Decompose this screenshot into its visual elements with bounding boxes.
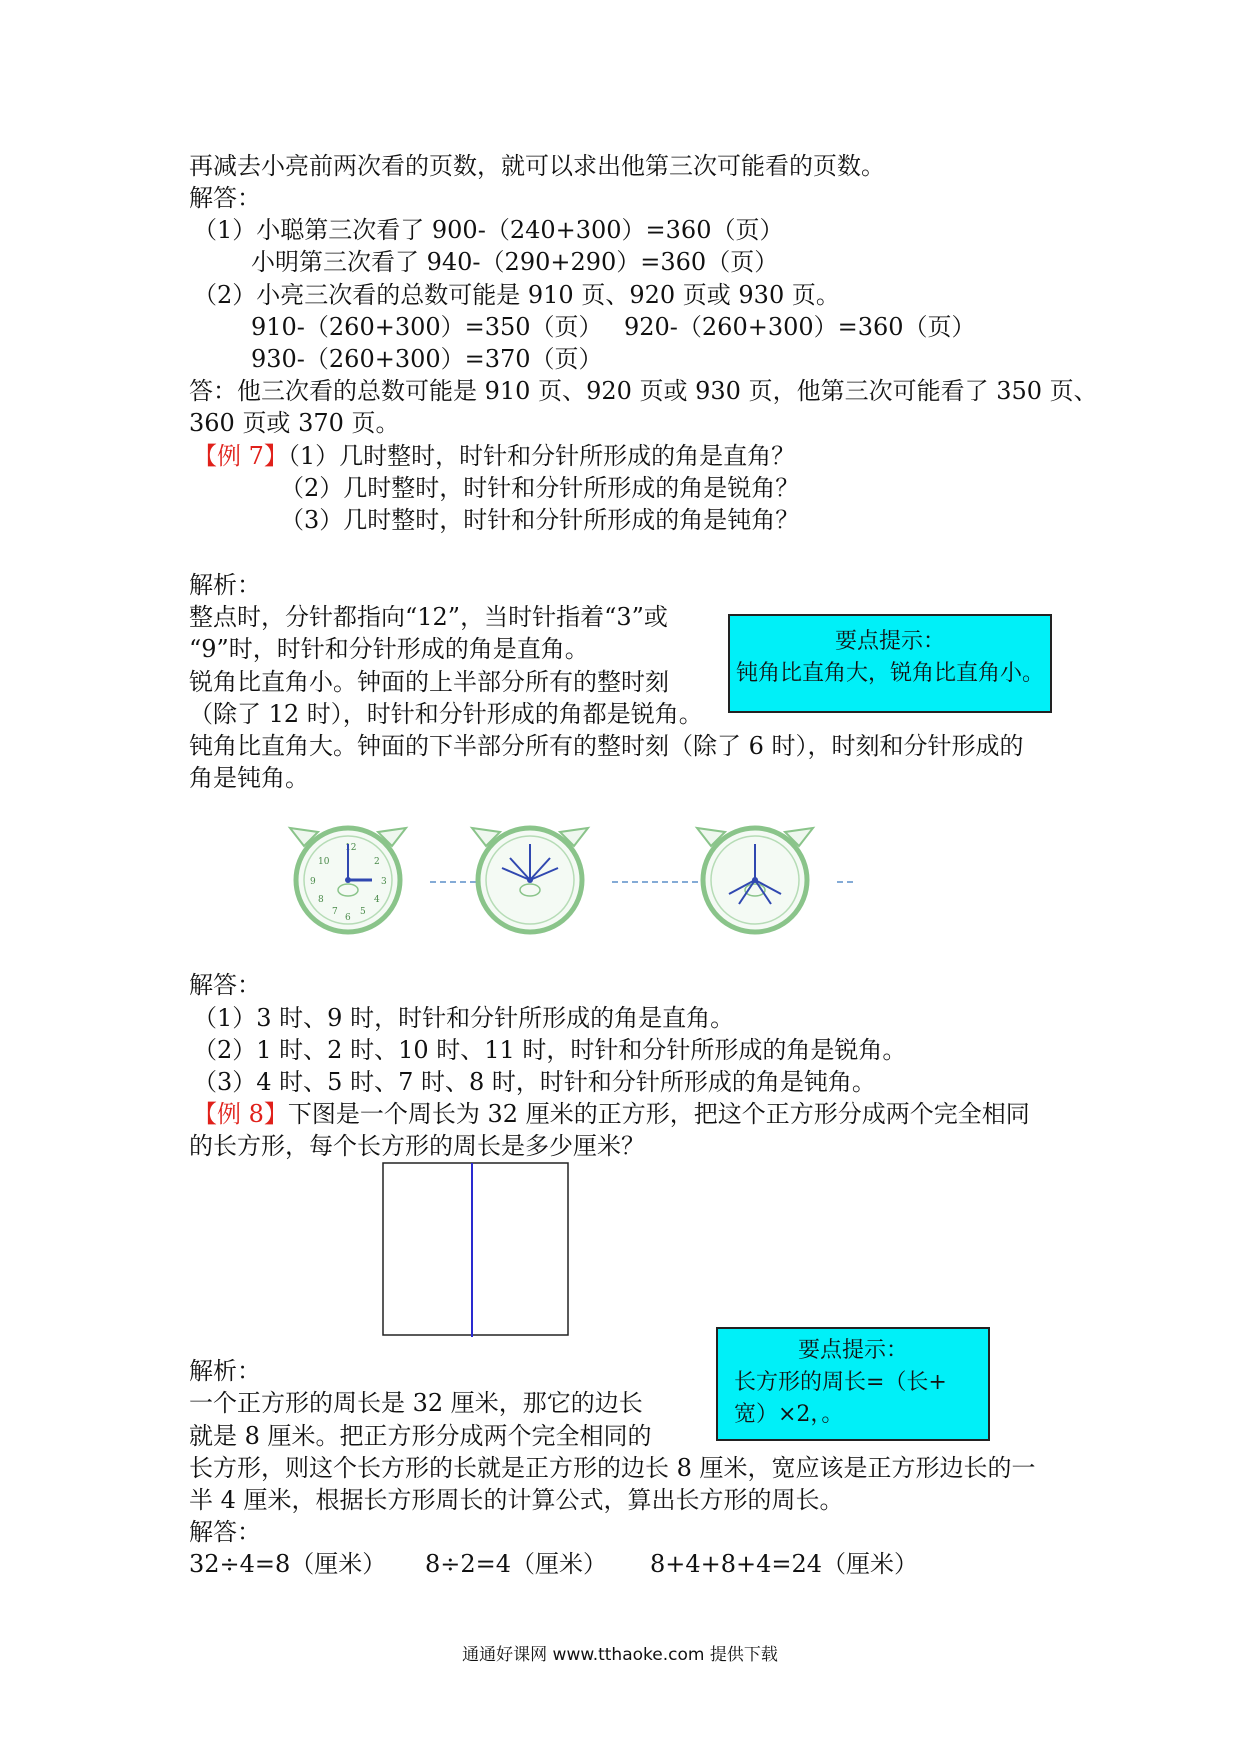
text-line: “9”时，时针和分针形成的角是直角。 — [189, 635, 589, 663]
calc-2: 8÷2=4（厘米） — [425, 1550, 608, 1578]
text-line: 930-（260+300）=370（页） — [251, 345, 603, 373]
text-line: 再减去小亮前两次看的页数，就可以求出他第三次可能看的页数。 — [189, 152, 885, 180]
text-line: 锐角比直角小。钟面的上半部分所有的整时刻 — [189, 668, 669, 696]
square-diagram — [380, 1160, 570, 1340]
tip-box — [716, 1327, 990, 1441]
question-2: （2）几时整时，时针和分针所形成的角是锐角？ — [280, 474, 800, 502]
analysis-label: 解析： — [189, 571, 261, 599]
clock-num-7: 7 — [332, 907, 338, 917]
footer-credit: 通通好课网 www.tthaoke.com 提供下载 — [462, 1645, 778, 1665]
example-8-tag: 【例 8】 — [193, 1100, 288, 1128]
text-line: 长方形，则这个长方形的长就是正方形的边长 8 厘米，宽应该是正方形边长的一 — [189, 1454, 1036, 1482]
example-7-question — [193, 440, 795, 472]
clock-num-2: 2 — [374, 857, 380, 867]
text-line: 一个正方形的周长是 32 厘米，那它的边长 — [189, 1389, 643, 1417]
clock-num-4: 4 — [374, 895, 380, 905]
clock-num-12: 12 — [345, 843, 357, 853]
text-line: 就是 8 厘米。把正方形分成两个完全相同的 — [189, 1422, 652, 1450]
text-line: 920-（260+300）=360（页） — [624, 313, 976, 341]
analysis-label: 解析： — [189, 1357, 261, 1385]
tip-box — [728, 614, 1052, 713]
example-8-question — [193, 1098, 1030, 1130]
text-line: （1）3 时、9 时，时针和分针所形成的角是直角。 — [193, 1004, 735, 1032]
text-line: 整点时，分针都指向“12”，当时针指着“3”或 — [189, 603, 668, 631]
text-line: 360 页或 370 页。 — [189, 409, 400, 437]
calc-1: 32÷4=8（厘米） — [189, 1550, 387, 1578]
text-line: 小明第三次看了 940-（290+290）=360（页） — [251, 248, 779, 276]
clock-center — [345, 877, 351, 883]
question-line: 下图是一个周长为 32 厘米的正方形，把这个正方形分成两个完全相同 — [287, 1100, 1030, 1128]
question-1: （1）几时整时，时针和分针所形成的角是直角？ — [287, 442, 796, 470]
clock-num-10: 10 — [318, 857, 330, 867]
tip-title: 要点提示： — [834, 629, 945, 654]
clock-num-9: 9 — [310, 877, 316, 887]
text-line: 钝角比直角大。钟面的下半部分所有的整时刻（除了 6 时），时刻和分针形成的 — [189, 732, 1024, 760]
calc-3: 8+4+8+4=24（厘米） — [650, 1550, 919, 1578]
text-line: （2）1 时、2 时、10 时、11 时，时针和分针所形成的角是锐角。 — [193, 1036, 907, 1064]
question-line: 的长方形，每个长方形的周长是多少厘米？ — [189, 1132, 645, 1160]
clock-num-8: 8 — [318, 895, 324, 905]
clock-obtuse — [697, 828, 813, 932]
clock-num-6: 6 — [345, 913, 351, 923]
text-line: 半 4 厘米，根据长方形周长的计算公式，算出长方形的周长。 — [189, 1486, 844, 1514]
square-outline — [383, 1163, 568, 1335]
tip-body: 钝角比直角大，锐角比直角小。 — [735, 661, 1044, 686]
tip-title: 要点提示： — [797, 1338, 908, 1363]
clock-num-5: 5 — [360, 907, 366, 917]
text-line: 角是钝角。 — [189, 764, 309, 792]
answer-label: 解答： — [189, 184, 261, 212]
clock-acute — [472, 828, 588, 932]
tip-body: 宽）×2，。 — [734, 1402, 844, 1427]
text-line: （1）小聪第三次看了 900-（240+300）=360（页） — [193, 216, 784, 244]
clock-center — [527, 877, 533, 883]
clock-3-oclock — [290, 828, 406, 932]
tip-body: 长方形的周长=（长+ — [734, 1370, 947, 1395]
answer-label: 解答： — [189, 1518, 261, 1546]
clock-num-3: 3 — [381, 877, 387, 887]
text-line: （3）4 时、5 时、7 时、8 时，时针和分针所形成的角是钝角。 — [193, 1068, 876, 1096]
question-3: （3）几时整时，时针和分针所形成的角是钝角？ — [280, 506, 800, 534]
clock-illustrations — [280, 815, 860, 945]
example-7-tag: 【例 7】 — [193, 442, 288, 470]
text-line: 答：他三次看的总数可能是 910 页、920 页或 930 页，他第三次可能看了 350 页、 — [189, 377, 1098, 405]
text-line: （除了 12 时），时针和分针形成的角都是锐角。 — [189, 700, 703, 728]
text-line: （2）小亮三次看的总数可能是 910 页、920 页或 930 页。 — [193, 281, 840, 309]
answer-label: 解答： — [189, 971, 261, 999]
text-line: 910-（260+300）=350（页） — [251, 313, 603, 341]
clock-center — [752, 877, 758, 883]
